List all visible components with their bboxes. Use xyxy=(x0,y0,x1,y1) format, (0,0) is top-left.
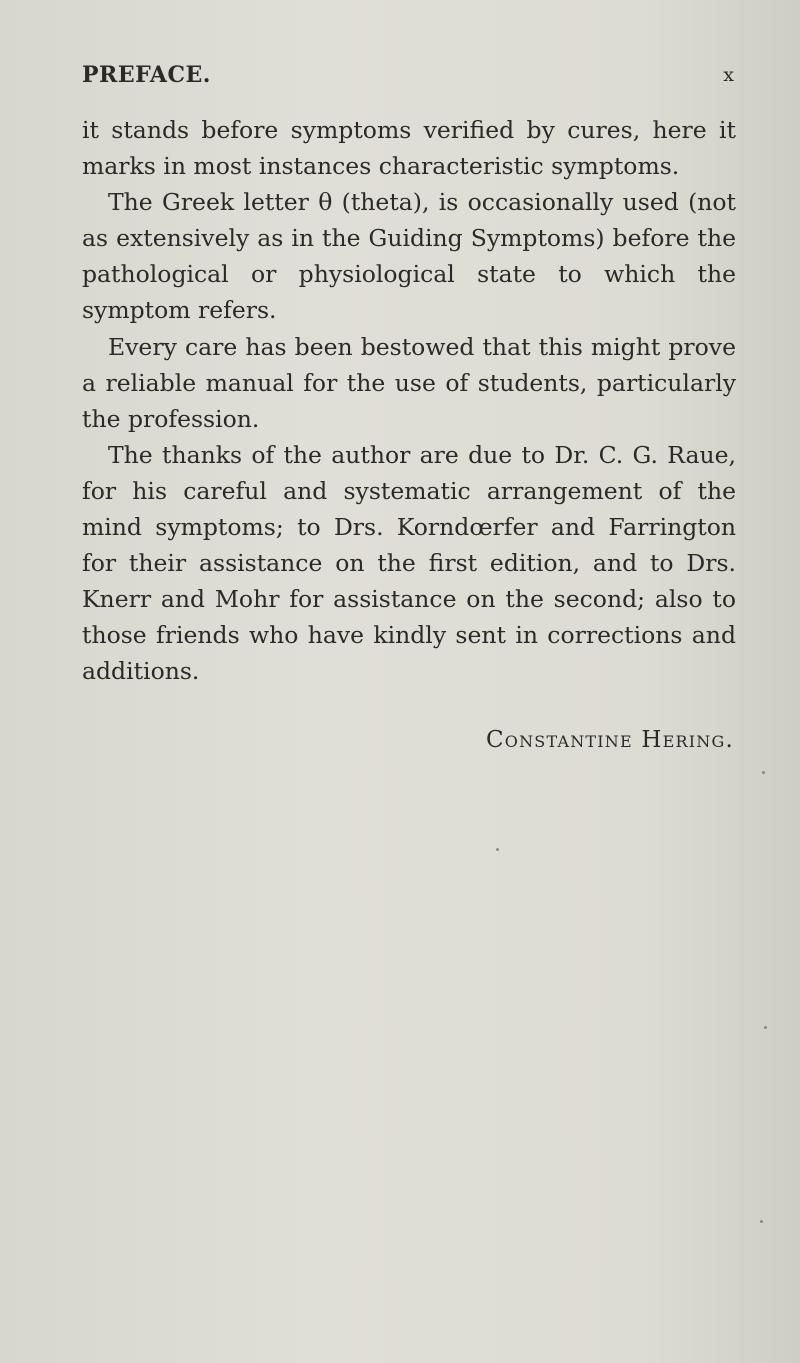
paragraph-continuation: it stands before symptoms verified by cures, here it marks in most instances characteristic symptoms. xyxy=(82,116,736,181)
paper-speck xyxy=(496,848,499,851)
paragraph-theta: The Greek letter θ (theta), is occasionally used (not as extensively as in the Guiding Symptoms) before the pathological or physiological state to which the symptom refers. xyxy=(82,188,736,325)
author-signature: Constantine Hering. xyxy=(485,727,734,753)
page-number: x xyxy=(723,64,734,86)
running-head-title: PREFACE. xyxy=(82,62,211,88)
paper-speck xyxy=(762,771,765,774)
paragraph-thanks: The thanks of the author are due to Dr. C. G. Raue, for his careful and systematic arrangement of the mind symptoms; to Drs. Korndœrfer and Farrington for their assistance on the first edition, and to Drs. Knerr and Mohr for assistance on the second; also to those friends who have kindly sent in corrections and additions. xyxy=(82,440,736,686)
paragraph-care: Every care has been bestowed that this might prove a reliable manual for the use of students, particularly the profession. xyxy=(82,332,736,433)
body-text xyxy=(82,112,736,690)
running-head xyxy=(82,62,734,96)
paper-speck xyxy=(764,1026,767,1029)
paper-speck xyxy=(760,1220,763,1223)
